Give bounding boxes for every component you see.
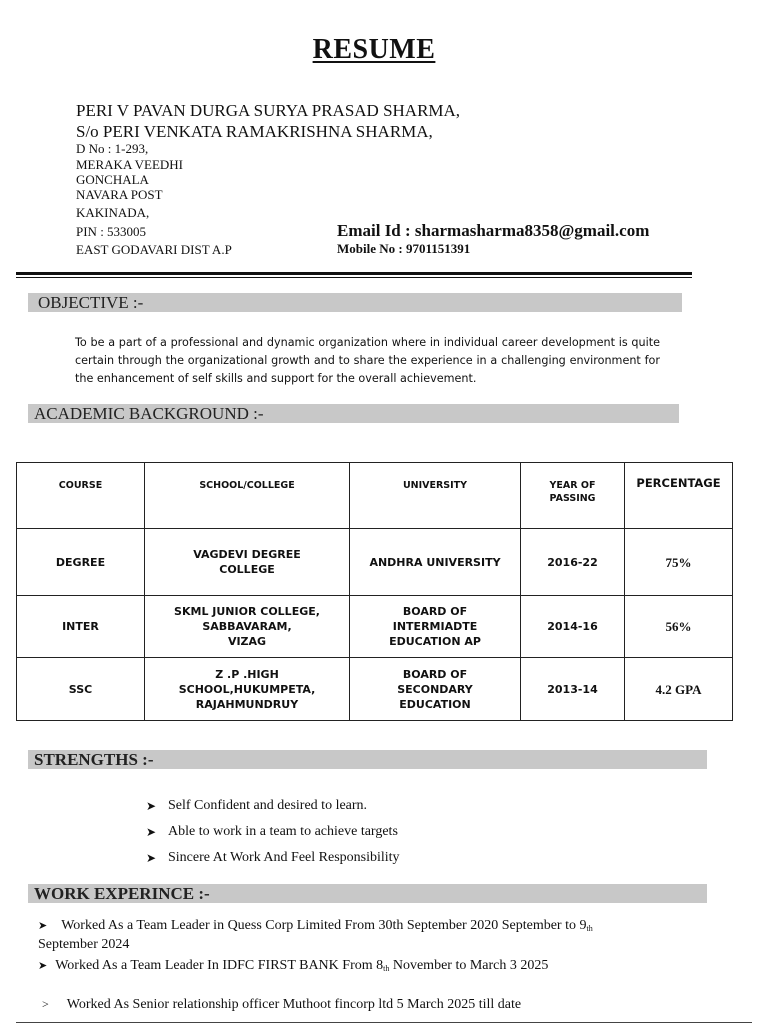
header-divider-thin (16, 277, 692, 278)
work-text: Worked As a Team Leader in Quess Corp Limited From 30th September 2020 September to 9 (61, 918, 587, 933)
table-cell: ANDHRA UNIVERSITY (350, 529, 521, 596)
table-cell: 2014-16 (521, 596, 625, 658)
ordinal-suffix: th (586, 924, 593, 933)
col-header: YEAR OF PASSING (521, 463, 625, 529)
address-line: PIN : 533005 (76, 224, 147, 239)
address-line: MERAKA VEEDHI (76, 157, 184, 172)
table-cell: 2016-22 (521, 529, 625, 596)
table-header-row (17, 463, 733, 529)
address-line: D No : 1-293, (76, 141, 149, 156)
resume-title: RESUME (312, 34, 436, 65)
candidate-name: PERI V PAVAN DURGA SURYA PRASAD SHARMA, (76, 101, 461, 120)
page-bottom-rule (16, 1022, 752, 1023)
strengths-list (146, 793, 400, 871)
work-item (42, 997, 521, 1013)
objective-text: To be a part of a professional and dynamic organization where in individual career development is quite certain through the organizational growth and to share the experience in a challenging environment for the enhancement of self skills and support for the overall achievement. (75, 336, 660, 385)
list-item (146, 793, 400, 819)
email: Email Id : sharmasharma8358@gmail.com (337, 221, 650, 240)
address-line: EAST GODAVARI DIST A.P (76, 242, 232, 257)
table-row (17, 658, 733, 721)
table-cell: 56% (625, 596, 733, 658)
strength-text: Sincere At Work And Feel Responsibility (168, 850, 400, 865)
table-cell: DEGREE (17, 529, 145, 596)
work-text: Worked As a Team Leader In IDFC FIRST BANK From 8 (55, 958, 384, 973)
address-line: NAVARA POST (76, 187, 163, 202)
ordinal-suffix: th (383, 964, 390, 973)
col-header: PERCENTAGE (625, 463, 733, 529)
table-cell: 75% (625, 529, 733, 596)
work-item (38, 918, 593, 934)
arrowhead-bullet-icon: ➤ (146, 850, 157, 865)
table-cell: VAGDEVI DEGREE COLLEGE (145, 529, 350, 596)
table-row (17, 529, 733, 596)
list-item (146, 845, 400, 871)
work-text: Worked As Senior relationship officer Muthoot fincorp ltd 5 March 2025 till date (66, 997, 522, 1012)
table-cell: 2013-14 (521, 658, 625, 721)
table-cell: BOARD OF SECONDARY EDUCATION (350, 658, 521, 721)
col-header: COURSE (17, 463, 145, 529)
table-cell: 4.2 GPA (625, 658, 733, 721)
strength-text: Self Confident and desired to learn. (168, 798, 368, 813)
address-line: KAKINADA, (76, 205, 150, 220)
table-cell: BOARD OF INTERMIADTE EDUCATION AP (350, 596, 521, 658)
arrowhead-bullet-icon: ➤ (146, 798, 157, 813)
col-header: SCHOOL/COLLEGE (145, 463, 350, 529)
table-cell: Z .P .HIGH SCHOOL,HUKUMPETA, RAJAHMUNDRUY (145, 658, 350, 721)
work-item-continued: September 2024 (38, 937, 130, 952)
work-item (38, 958, 548, 974)
arrowhead-bullet-icon: ➤ (38, 960, 48, 972)
mobile: Mobile No : 9701151391 (337, 241, 471, 256)
strength-text: Able to work in a team to achieve targets (168, 824, 398, 839)
table-cell: SSC (17, 658, 145, 721)
academic-heading: ACADEMIC BACKGROUND :- (28, 404, 679, 423)
col-header: UNIVERSITY (350, 463, 521, 529)
address-line: GONCHALA (76, 172, 149, 187)
work-text: November to March 3 2025 (389, 958, 549, 973)
work-heading: WORK EXPERINCE :- (28, 884, 707, 903)
greater-than-bullet-icon: > (42, 997, 49, 1011)
list-item (146, 819, 400, 845)
arrowhead-bullet-icon: ➤ (38, 920, 48, 932)
table-row (17, 596, 733, 658)
father-name: S/o PERI VENKATA RAMAKRISHNA SHARMA, (76, 122, 433, 141)
academic-table (16, 462, 733, 721)
arrowhead-bullet-icon: ➤ (146, 824, 157, 839)
table-cell: SKML JUNIOR COLLEGE, SABBAVARAM, VIZAG (145, 596, 350, 658)
header-divider (16, 272, 692, 275)
objective-heading: OBJECTIVE :- (28, 293, 682, 312)
table-cell: INTER (17, 596, 145, 658)
strengths-heading: STRENGTHS :- (28, 750, 707, 769)
